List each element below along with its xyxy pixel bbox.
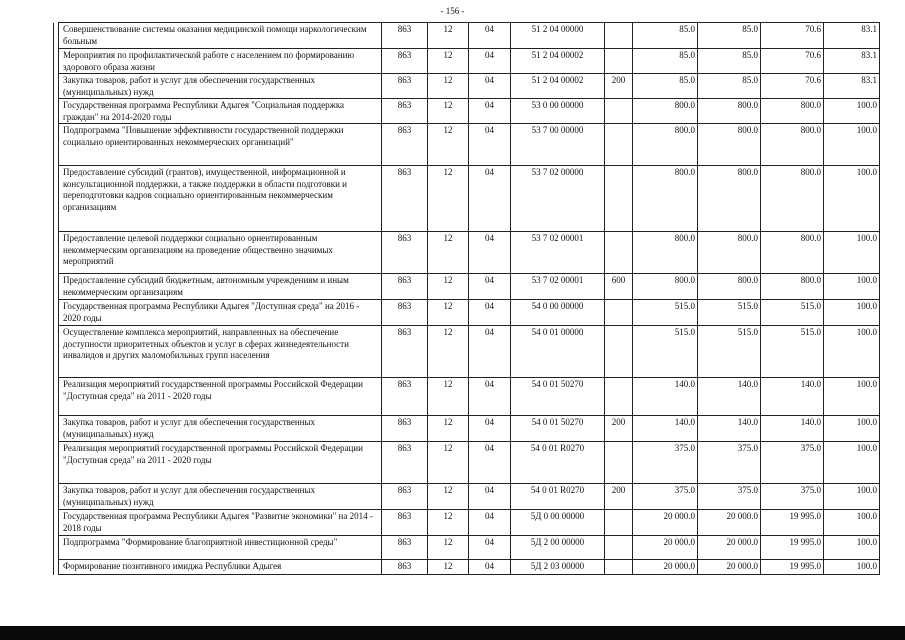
row-name: Осуществление комплекса мероприятий, направленных на обеспечение доступности приоритетных объектов и услуг в сферах жизнедеятельности инвалидов и других маломобильных групп населения bbox=[59, 326, 382, 378]
table-row bbox=[54, 166, 880, 232]
row-subsection: 04 bbox=[469, 124, 511, 166]
table-body bbox=[54, 23, 880, 575]
row-expense-type: 200 bbox=[605, 416, 633, 442]
row-executed-amount: 375.0 bbox=[761, 442, 824, 484]
row-section: 12 bbox=[428, 484, 469, 510]
row-admin-code: 863 bbox=[382, 99, 428, 124]
row-section: 12 bbox=[428, 510, 469, 536]
row-expense-type bbox=[605, 23, 633, 49]
row-target-code: 53 7 02 00001 bbox=[511, 232, 605, 274]
row-execution-percent: 100.0 bbox=[824, 378, 880, 416]
row-execution-percent: 100.0 bbox=[824, 536, 880, 560]
row-name: Мероприятия по профилактической работе с населением по формированию здорового образа жизни bbox=[59, 49, 382, 74]
row-subsection: 04 bbox=[469, 166, 511, 232]
row-subsection: 04 bbox=[469, 99, 511, 124]
row-approved-amount: 140.0 bbox=[633, 378, 698, 416]
row-section: 12 bbox=[428, 232, 469, 274]
table-row bbox=[54, 124, 880, 166]
row-admin-code: 863 bbox=[382, 49, 428, 74]
row-expense-type: 200 bbox=[605, 74, 633, 99]
row-approved-amount: 20 000.0 bbox=[633, 536, 698, 560]
row-name: Государственная программа Республики Адыгея "Доступная среда" на 2016 - 2020 годы bbox=[59, 300, 382, 326]
row-approved-amount: 800.0 bbox=[633, 124, 698, 166]
table-row bbox=[54, 49, 880, 74]
row-execution-percent: 100.0 bbox=[824, 560, 880, 575]
row-target-code: 53 7 02 00001 bbox=[511, 274, 605, 300]
row-subsection: 04 bbox=[469, 560, 511, 575]
row-execution-percent: 100.0 bbox=[824, 510, 880, 536]
row-executed-amount: 70.6 bbox=[761, 49, 824, 74]
row-target-code: 53 7 02 00000 bbox=[511, 166, 605, 232]
table-row bbox=[54, 274, 880, 300]
row-section: 12 bbox=[428, 23, 469, 49]
row-approved-amount: 800.0 bbox=[633, 274, 698, 300]
row-name: Формирование позитивного имиджа Республики Адыгея bbox=[59, 560, 382, 575]
row-approved-amount: 20 000.0 bbox=[633, 560, 698, 575]
row-revised-amount: 20 000.0 bbox=[698, 510, 761, 536]
row-expense-type bbox=[605, 510, 633, 536]
row-revised-amount: 515.0 bbox=[698, 326, 761, 378]
row-admin-code: 863 bbox=[382, 536, 428, 560]
page-number: - 156 - bbox=[440, 6, 465, 16]
row-approved-amount: 515.0 bbox=[633, 326, 698, 378]
table-row bbox=[54, 510, 880, 536]
row-execution-percent: 100.0 bbox=[824, 442, 880, 484]
table-row bbox=[54, 442, 880, 484]
row-expense-type bbox=[605, 300, 633, 326]
row-admin-code: 863 bbox=[382, 326, 428, 378]
row-target-code: 54 0 01 R0270 bbox=[511, 484, 605, 510]
row-executed-amount: 375.0 bbox=[761, 484, 824, 510]
row-section: 12 bbox=[428, 274, 469, 300]
row-name: Предоставление субсидий бюджетным, автономным учреждениям и иным некоммерческим организациям bbox=[59, 274, 382, 300]
row-target-code: 5Д 2 03 00000 bbox=[511, 560, 605, 575]
table-row bbox=[54, 232, 880, 274]
row-revised-amount: 800.0 bbox=[698, 124, 761, 166]
row-execution-percent: 100.0 bbox=[824, 274, 880, 300]
row-executed-amount: 140.0 bbox=[761, 416, 824, 442]
row-name: Реализация мероприятий государственной программы Российской Федерации "Доступная среда" на 2011 - 2020 годы bbox=[59, 378, 382, 416]
row-subsection: 04 bbox=[469, 274, 511, 300]
row-revised-amount: 140.0 bbox=[698, 378, 761, 416]
row-executed-amount: 515.0 bbox=[761, 326, 824, 378]
row-section: 12 bbox=[428, 560, 469, 575]
row-approved-amount: 20 000.0 bbox=[633, 510, 698, 536]
row-target-code: 54 0 01 50270 bbox=[511, 378, 605, 416]
row-revised-amount: 800.0 bbox=[698, 274, 761, 300]
row-revised-amount: 375.0 bbox=[698, 442, 761, 484]
row-execution-percent: 100.0 bbox=[824, 416, 880, 442]
scan-bottom-edge bbox=[0, 626, 905, 640]
row-revised-amount: 20 000.0 bbox=[698, 560, 761, 575]
row-section: 12 bbox=[428, 49, 469, 74]
row-subsection: 04 bbox=[469, 74, 511, 99]
row-executed-amount: 800.0 bbox=[761, 274, 824, 300]
row-expense-type bbox=[605, 166, 633, 232]
row-executed-amount: 19 995.0 bbox=[761, 560, 824, 575]
table-row bbox=[54, 99, 880, 124]
row-subsection: 04 bbox=[469, 484, 511, 510]
row-revised-amount: 375.0 bbox=[698, 484, 761, 510]
row-executed-amount: 800.0 bbox=[761, 124, 824, 166]
row-subsection: 04 bbox=[469, 442, 511, 484]
row-subsection: 04 bbox=[469, 416, 511, 442]
row-expense-type bbox=[605, 232, 633, 274]
row-subsection: 04 bbox=[469, 536, 511, 560]
row-section: 12 bbox=[428, 166, 469, 232]
row-revised-amount: 85.0 bbox=[698, 74, 761, 99]
row-execution-percent: 83.1 bbox=[824, 49, 880, 74]
row-admin-code: 863 bbox=[382, 232, 428, 274]
row-subsection: 04 bbox=[469, 326, 511, 378]
row-expense-type: 200 bbox=[605, 484, 633, 510]
row-subsection: 04 bbox=[469, 300, 511, 326]
row-execution-percent: 100.0 bbox=[824, 326, 880, 378]
row-section: 12 bbox=[428, 124, 469, 166]
row-target-code: 51 2 04 00002 bbox=[511, 74, 605, 99]
row-admin-code: 863 bbox=[382, 124, 428, 166]
row-approved-amount: 85.0 bbox=[633, 74, 698, 99]
row-admin-code: 863 bbox=[382, 378, 428, 416]
row-admin-code: 863 bbox=[382, 416, 428, 442]
row-admin-code: 863 bbox=[382, 484, 428, 510]
row-expense-type bbox=[605, 326, 633, 378]
row-target-code: 54 0 01 50270 bbox=[511, 416, 605, 442]
table-row bbox=[54, 536, 880, 560]
row-name: Реализация мероприятий государственной программы Российской Федерации "Доступная среда" на 2011 - 2020 годы bbox=[59, 442, 382, 484]
row-section: 12 bbox=[428, 300, 469, 326]
row-name: Предоставление субсидий (грантов), имущественной, информационной и консультационной поддержки, а также поддержки в области подготовки и переподготовки кадров социально ориентированным некоммерческим организациям bbox=[59, 166, 382, 232]
row-target-code: 53 0 00 00000 bbox=[511, 99, 605, 124]
table-row bbox=[54, 74, 880, 99]
row-revised-amount: 140.0 bbox=[698, 416, 761, 442]
row-admin-code: 863 bbox=[382, 560, 428, 575]
row-approved-amount: 800.0 bbox=[633, 99, 698, 124]
row-revised-amount: 800.0 bbox=[698, 166, 761, 232]
row-expense-type bbox=[605, 560, 633, 575]
row-name: Закупка товаров, работ и услуг для обеспечения государственных (муниципальных) нужд bbox=[59, 74, 382, 99]
row-target-code: 54 0 00 00000 bbox=[511, 300, 605, 326]
table-row bbox=[54, 484, 880, 510]
row-execution-percent: 100.0 bbox=[824, 166, 880, 232]
row-name: Государственная программа Республики Адыгея "Развитие экономики" на 2014 - 2018 годы bbox=[59, 510, 382, 536]
row-name: Государственная программа Республики Адыгея "Социальная поддержка граждан" на 2014-2020 годы bbox=[59, 99, 382, 124]
row-subsection: 04 bbox=[469, 23, 511, 49]
row-subsection: 04 bbox=[469, 49, 511, 74]
row-subsection: 04 bbox=[469, 378, 511, 416]
row-executed-amount: 70.6 bbox=[761, 23, 824, 49]
table-row bbox=[54, 560, 880, 575]
row-section: 12 bbox=[428, 74, 469, 99]
row-expense-type bbox=[605, 442, 633, 484]
row-section: 12 bbox=[428, 326, 469, 378]
table-row bbox=[54, 416, 880, 442]
row-revised-amount: 85.0 bbox=[698, 49, 761, 74]
row-target-code: 54 0 01 00000 bbox=[511, 326, 605, 378]
row-subsection: 04 bbox=[469, 510, 511, 536]
row-expense-type bbox=[605, 99, 633, 124]
row-admin-code: 863 bbox=[382, 300, 428, 326]
row-admin-code: 863 bbox=[382, 23, 428, 49]
row-admin-code: 863 bbox=[382, 510, 428, 536]
budget-table bbox=[53, 22, 880, 575]
row-revised-amount: 85.0 bbox=[698, 23, 761, 49]
row-admin-code: 863 bbox=[382, 166, 428, 232]
row-execution-percent: 100.0 bbox=[824, 300, 880, 326]
row-name: Закупка товаров, работ и услуг для обеспечения государственных (муниципальных) нужд bbox=[59, 416, 382, 442]
row-target-code: 53 7 00 00000 bbox=[511, 124, 605, 166]
row-target-code: 5Д 0 00 00000 bbox=[511, 510, 605, 536]
row-section: 12 bbox=[428, 99, 469, 124]
row-expense-type bbox=[605, 378, 633, 416]
row-executed-amount: 19 995.0 bbox=[761, 536, 824, 560]
row-target-code: 51 2 04 00002 bbox=[511, 49, 605, 74]
row-expense-type: 600 bbox=[605, 274, 633, 300]
row-execution-percent: 83.1 bbox=[824, 74, 880, 99]
table-row bbox=[54, 378, 880, 416]
row-revised-amount: 800.0 bbox=[698, 232, 761, 274]
table-row bbox=[54, 326, 880, 378]
row-executed-amount: 800.0 bbox=[761, 166, 824, 232]
row-section: 12 bbox=[428, 442, 469, 484]
row-executed-amount: 800.0 bbox=[761, 232, 824, 274]
row-target-code: 5Д 2 00 00000 bbox=[511, 536, 605, 560]
row-target-code: 51 2 04 00000 bbox=[511, 23, 605, 49]
row-target-code: 54 0 01 R0270 bbox=[511, 442, 605, 484]
row-subsection: 04 bbox=[469, 232, 511, 274]
table-row bbox=[54, 23, 880, 49]
row-executed-amount: 70.6 bbox=[761, 74, 824, 99]
row-execution-percent: 83.1 bbox=[824, 23, 880, 49]
row-approved-amount: 800.0 bbox=[633, 166, 698, 232]
row-name: Подпрограмма "Формирование благоприятной инвестиционной среды" bbox=[59, 536, 382, 560]
row-approved-amount: 375.0 bbox=[633, 442, 698, 484]
row-executed-amount: 140.0 bbox=[761, 378, 824, 416]
row-approved-amount: 375.0 bbox=[633, 484, 698, 510]
row-executed-amount: 19 995.0 bbox=[761, 510, 824, 536]
row-approved-amount: 85.0 bbox=[633, 23, 698, 49]
row-approved-amount: 140.0 bbox=[633, 416, 698, 442]
row-name: Совершенствование системы оказания медицинской помощи наркологическим больным bbox=[59, 23, 382, 49]
row-section: 12 bbox=[428, 536, 469, 560]
row-admin-code: 863 bbox=[382, 442, 428, 484]
row-admin-code: 863 bbox=[382, 74, 428, 99]
row-executed-amount: 800.0 bbox=[761, 99, 824, 124]
row-execution-percent: 100.0 bbox=[824, 484, 880, 510]
row-execution-percent: 100.0 bbox=[824, 124, 880, 166]
row-admin-code: 863 bbox=[382, 274, 428, 300]
row-revised-amount: 800.0 bbox=[698, 99, 761, 124]
row-expense-type bbox=[605, 536, 633, 560]
row-name: Предоставление целевой поддержки социально ориентированным некоммерческим организациям на проведение общественно значимых мероприятий bbox=[59, 232, 382, 274]
row-execution-percent: 100.0 bbox=[824, 232, 880, 274]
row-approved-amount: 800.0 bbox=[633, 232, 698, 274]
row-name: Подпрограмма "Повышение эффективности государственной поддержки социально ориентированных некоммерческих организаций" bbox=[59, 124, 382, 166]
row-expense-type bbox=[605, 49, 633, 74]
row-approved-amount: 515.0 bbox=[633, 300, 698, 326]
row-executed-amount: 515.0 bbox=[761, 300, 824, 326]
row-name: Закупка товаров, работ и услуг для обеспечения государственных (муниципальных) нужд bbox=[59, 484, 382, 510]
row-execution-percent: 100.0 bbox=[824, 99, 880, 124]
row-section: 12 bbox=[428, 378, 469, 416]
row-revised-amount: 515.0 bbox=[698, 300, 761, 326]
row-expense-type bbox=[605, 124, 633, 166]
row-revised-amount: 20 000.0 bbox=[698, 536, 761, 560]
table-row bbox=[54, 300, 880, 326]
row-section: 12 bbox=[428, 416, 469, 442]
row-approved-amount: 85.0 bbox=[633, 49, 698, 74]
